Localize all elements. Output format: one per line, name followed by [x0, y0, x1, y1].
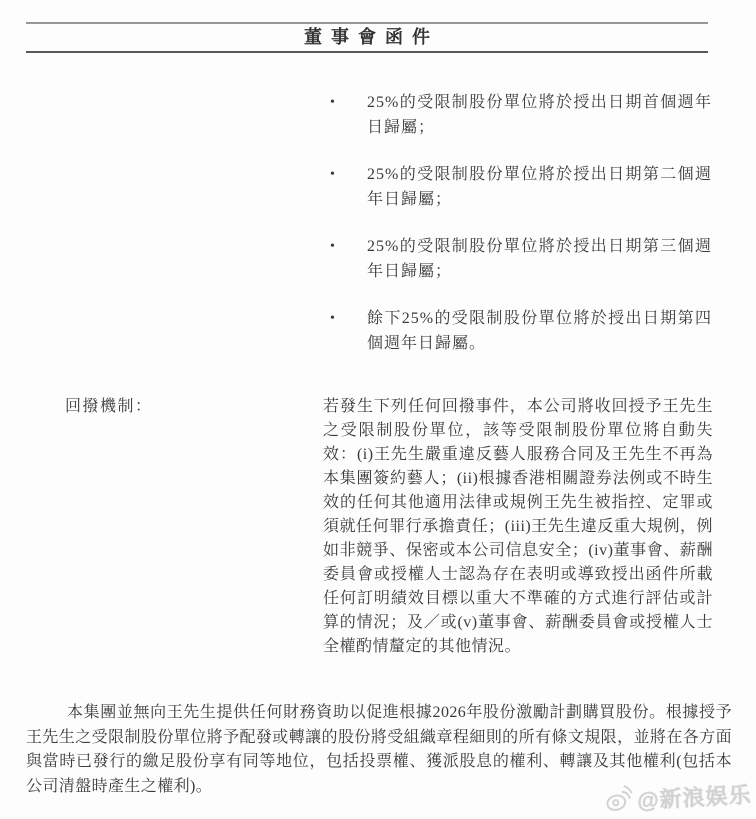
clawback-description: 若發生下列任何回撥事件，本公司將收回授予王先生之受限制股份單位，該等受限制股份單位將自動失效：(i)王先生嚴重違反藝人服務合同及王先生不再為本集團簽約藝人；(ii)根據香港相關證券法例或不時生效的任何其他適用法律或規例王先生被指控、定罪或須就任何罪行承擔責任；(iii)王先生違反重大規例，例如非競爭、保密或本公司信息安全；(iv)董事會、薪酬委員會或授權人士認為存在表明或導致授出函件所載任何訂明績效目標以重大不準確的方式進行評估或計算的情況；及／或(v)董事會、薪酬委員會或授權人士全權酌情釐定的其他情況。 — [323, 398, 713, 655]
weibo-logo-icon — [603, 782, 635, 819]
document-header — [26, 22, 708, 53]
watermark-handle: @新浪娱乐 — [636, 782, 752, 814]
bullet-text: 25%的受限制股份單位將於授出日期首個週年日歸屬； — [367, 94, 712, 136]
bullet-icon: • — [330, 167, 336, 182]
bullet-text: 餘下25%的受限制股份單位將於授出日期第四個週年日歸屬。 — [367, 310, 712, 352]
list-item — [330, 162, 712, 212]
watermark — [603, 774, 752, 817]
bullet-icon: • — [330, 311, 336, 326]
bullet-icon: • — [330, 95, 336, 110]
bullet-text: 25%的受限制股份單位將於授出日期第三個週年日歸屬； — [367, 238, 712, 280]
financial-assistance-paragraph: 本集團並無向王先生提供任何財務資助以促進根據2026年股份激勵計劃購買股份。根據授予王先生之受限制股份單位將予配發或轉讓的股份將受組織章程細則的所有條文規限，並將在各方面與當時已發行的繳足股份享有同等地位，包括投票權、獲派股息的權利、轉讓及其他權利(包括本公司清盤時產生之權利)。 — [26, 704, 732, 795]
list-item — [330, 90, 712, 140]
page-title: 董事會函件 — [304, 27, 439, 47]
vesting-schedule-bullet-list — [330, 90, 712, 378]
bullet-text: 25%的受限制股份單位將於授出日期第二個週年日歸屬； — [367, 166, 712, 208]
clawback-term-label: 回撥機制： — [65, 398, 153, 415]
list-item — [330, 306, 712, 356]
list-item — [330, 234, 712, 284]
bullet-icon: • — [330, 239, 336, 254]
